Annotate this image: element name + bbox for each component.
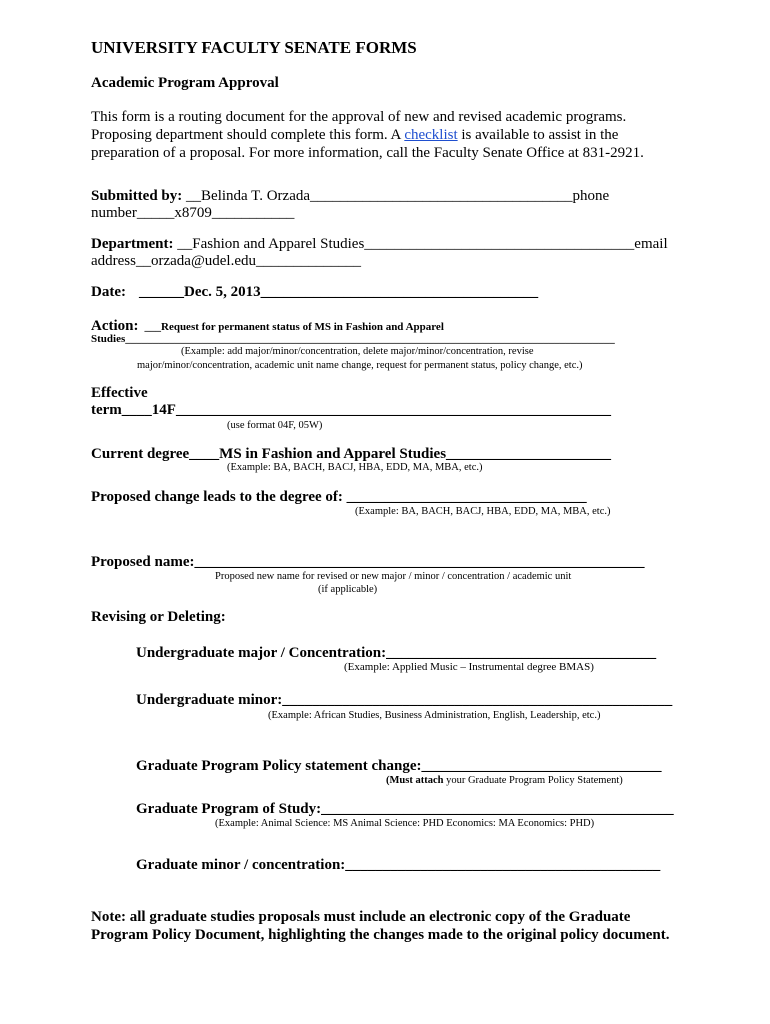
date-value[interactable]: ______Dec. 5, 2013_____________________________________ — [138, 284, 539, 300]
intro-line-3: preparation of a proposal. For more information, call the Faculty Senate Office at 831-2921. — [91, 145, 644, 161]
effective-term-hint: (use format 04F, 05W) — [227, 420, 323, 431]
intro-line-1: This form is a routing document for the approval of new and revised academic programs. — [91, 109, 627, 125]
effective-term-field[interactable]: term____14F__________________________________________________________ — [91, 402, 611, 418]
intro-text: Proposing department should complete this form. A — [91, 127, 405, 143]
graduate-program-of-study-field[interactable]: Graduate Program of Study:_______________________________________________ — [136, 801, 674, 817]
proposed-degree-field[interactable]: Proposed change leads to the degree of: ________________________________ — [91, 489, 587, 505]
intro-line-2 — [91, 127, 618, 144]
must-attach-text: (Must attach — [386, 775, 444, 786]
effective-label: Effective — [91, 385, 148, 401]
date-field[interactable] — [91, 284, 538, 301]
graduate-program-of-study-hint: (Example: Animal Science: MS Animal Science: PHD Economics: MA Economics: PHD) — [215, 818, 595, 829]
action-value-line-2[interactable]: Studies_________________________________________________________________________________________ — [91, 333, 615, 345]
submitted-by-label: Submitted by: — [91, 188, 183, 204]
note-line-2: Program Policy Document, highlighting the changes made to the original policy document. — [91, 927, 670, 943]
department-value[interactable]: __Fashion and Apparel Studies____________________________________email — [173, 236, 668, 252]
note-line-1: Note: all graduate studies proposals must include an electronic copy of the Graduate — [91, 909, 631, 925]
proposed-degree-hint: (Example: BA, BACH, BACJ, HBA, EDD, MA, MBA, etc.) — [355, 506, 611, 517]
undergraduate-major-hint: (Example: Applied Music – Instrumental degree BMAS) — [344, 661, 594, 673]
graduate-minor-field[interactable]: Graduate minor / concentration:__________________________________________ — [136, 857, 661, 873]
action-example-1: (Example: add major/minor/concentration, delete major/minor/concentration, revise — [181, 346, 534, 357]
submitted-by-field[interactable] — [91, 188, 609, 205]
form-subtitle: Academic Program Approval — [91, 75, 279, 91]
current-degree-hint: (Example: BA, BACH, BACJ, HBA, EDD, MA, MBA, etc.) — [227, 462, 483, 473]
revising-heading: Revising or Deleting: — [91, 609, 226, 625]
department-label: Department: — [91, 236, 174, 252]
intro-text: is available to assist in the — [457, 127, 619, 143]
undergraduate-major-field[interactable]: Undergraduate major / Concentration:____________________________________ — [136, 645, 657, 661]
undergraduate-minor-hint: (Example: African Studies, Business Administration, English, Leadership, etc.) — [268, 710, 601, 721]
action-label: Action: — [91, 318, 139, 334]
department-field[interactable] — [91, 236, 668, 253]
action-value[interactable]: ___Request for permanent status of MS in Fashion and Apparel — [144, 321, 444, 333]
page-title: UNIVERSITY FACULTY SENATE FORMS — [91, 38, 417, 57]
policy-hint-text: your Graduate Program Policy Statement) — [443, 775, 623, 786]
current-degree-field[interactable]: Current degree____MS in Fashion and Apparel Studies______________________ — [91, 446, 612, 462]
graduate-policy-field[interactable]: Graduate Program Policy statement change:________________________________ — [136, 758, 662, 774]
graduate-policy-hint — [386, 775, 623, 786]
checklist-link[interactable]: checklist — [404, 127, 458, 143]
action-example-2: major/minor/concentration, academic unit name change, request for permanent status, policy change, etc.) — [137, 360, 583, 371]
proposed-name-hint-2: (if applicable) — [318, 584, 378, 595]
phone-number-field[interactable]: number_____x8709___________ — [91, 205, 295, 221]
proposed-name-hint-1: Proposed new name for revised or new major / minor / concentration / academic unit — [215, 571, 572, 582]
undergraduate-minor-field[interactable]: Undergraduate minor:____________________________________________________ — [136, 692, 673, 708]
proposed-name-field[interactable]: Proposed name:____________________________________________________________ — [91, 554, 645, 570]
email-address-field[interactable]: address__orzada@udel.edu______________ — [91, 253, 361, 269]
date-label: Date: — [91, 284, 126, 300]
submitted-by-value[interactable]: __Belinda T. Orzada___________________________________phone — [182, 188, 610, 204]
